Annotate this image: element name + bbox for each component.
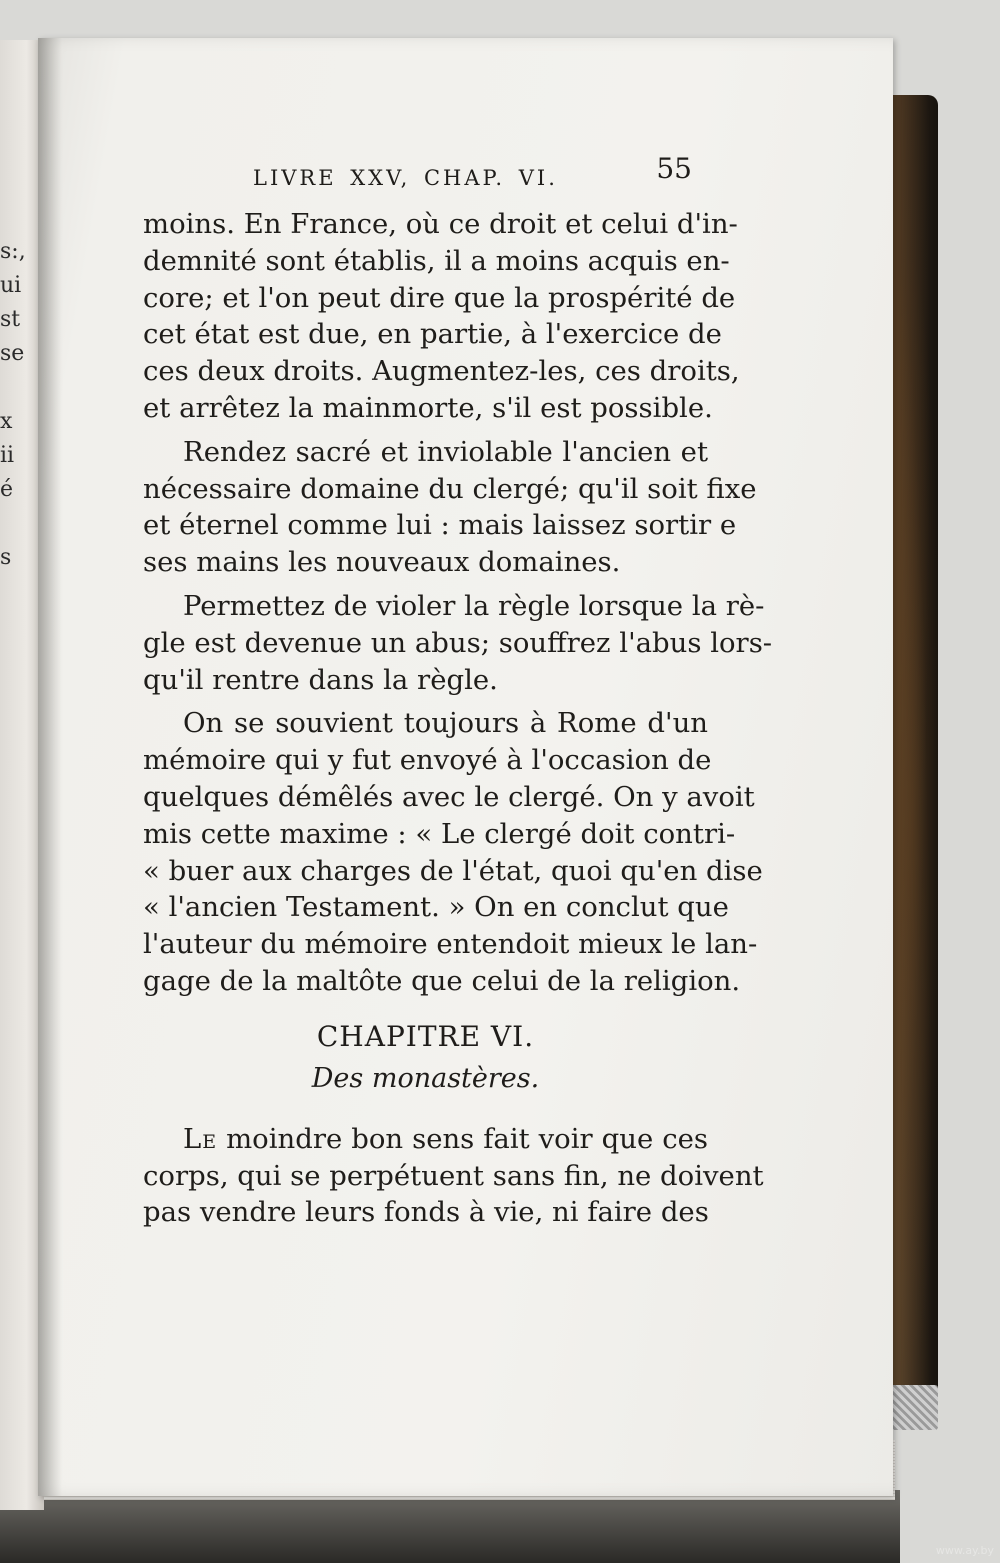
text-line: nécessaire domaine du clergé; qu'il soit fixe <box>143 472 757 505</box>
paragraph <box>143 705 763 999</box>
left-page-fragment <box>0 371 40 405</box>
left-page-fragment <box>0 575 40 609</box>
left-page-fragment: s:, <box>0 239 26 264</box>
text-line: Rendez sacré et inviolable l'ancien et <box>183 435 708 468</box>
text-line <box>143 1121 708 1158</box>
text-line: core; et l'on peut dire que la prospérité de <box>143 281 736 314</box>
watermark: www.ay.by <box>935 1544 994 1557</box>
chapter-title: CHAPITRE VI. <box>316 1019 535 1053</box>
text-line: pas vendre leurs fonds à vie, ni faire des <box>143 1196 709 1229</box>
text-line: demnité sont établis, il a moins acquis en- <box>143 244 730 277</box>
text-line: qu'il rentre dans la règle. <box>143 663 498 696</box>
page-number: 55 <box>656 152 692 185</box>
left-page-fragment: st <box>0 307 21 332</box>
left-page-text-fragments <box>0 235 40 643</box>
text-line: ces deux droits. Augmentez-les, ces droits, <box>143 355 740 388</box>
floor-shadow <box>0 1490 900 1563</box>
text-line: mémoire qui y fut envoyé à l'occasion de <box>143 744 712 777</box>
text-line: ses mains les nouveaux domaines. <box>143 546 621 579</box>
running-head-title: LIVRE XXV, CHAP. VI. <box>253 166 558 190</box>
text-line: et arrêtez la mainmorte, s'il est possible. <box>143 391 713 424</box>
chapter-body <box>143 1121 764 1231</box>
text-line: cet état est due, en partie, à l'exercice de <box>143 318 722 351</box>
page-gutter-shadow <box>38 38 62 1496</box>
running-head <box>143 150 708 206</box>
left-page-fragment: se <box>0 341 25 366</box>
paragraph <box>143 206 740 427</box>
text-line: mis cette maxime : « Le clergé doit contri- <box>143 817 736 850</box>
page-text-block <box>143 150 773 1231</box>
text-line: moins. En France, où ce droit et celui d'in- <box>143 208 738 240</box>
left-page-fragment: ii <box>0 443 15 468</box>
left-page-fragment <box>0 507 40 541</box>
left-page-fragment: ui <box>0 273 22 298</box>
cover-corner <box>890 1385 938 1430</box>
left-page-fragment: é <box>0 477 14 502</box>
text-line: On se souvient toujours à Rome d'un <box>183 707 708 740</box>
text-line: corps, qui se perpétuent sans fin, ne doivent <box>143 1159 764 1192</box>
text-line: gle est devenue un abus; souffrez l'abus lors- <box>143 626 773 659</box>
left-page-fragment <box>0 609 40 643</box>
chapter-subtitle: Des monastères. <box>311 1062 540 1094</box>
text-line: gage de la maltôte que celui de la religion. <box>143 964 741 997</box>
chapter-first-line-rest: moindre bon sens fait voir que ces <box>217 1122 708 1155</box>
text-line: Permettez de violer la règle lorsque la rè- <box>183 589 765 622</box>
text-line: et éternel comme lui : mais laissez sortir e <box>143 509 737 542</box>
text-line: quelques démêlés avec le clergé. On y avoit <box>143 780 755 813</box>
text-line: « buer aux charges de l'état, quoi qu'en dise <box>143 854 763 887</box>
paragraph <box>143 434 757 581</box>
paragraph <box>143 588 773 698</box>
left-page-fragment: x <box>0 409 13 434</box>
body-text <box>143 206 773 1007</box>
chapter-first-word: Le <box>183 1122 218 1155</box>
text-line: « l'ancien Testament. » On en conclut que <box>143 891 729 924</box>
text-line: l'auteur du mémoire entendoit mieux le lan- <box>143 928 758 961</box>
left-page-fragment: s <box>0 545 12 570</box>
